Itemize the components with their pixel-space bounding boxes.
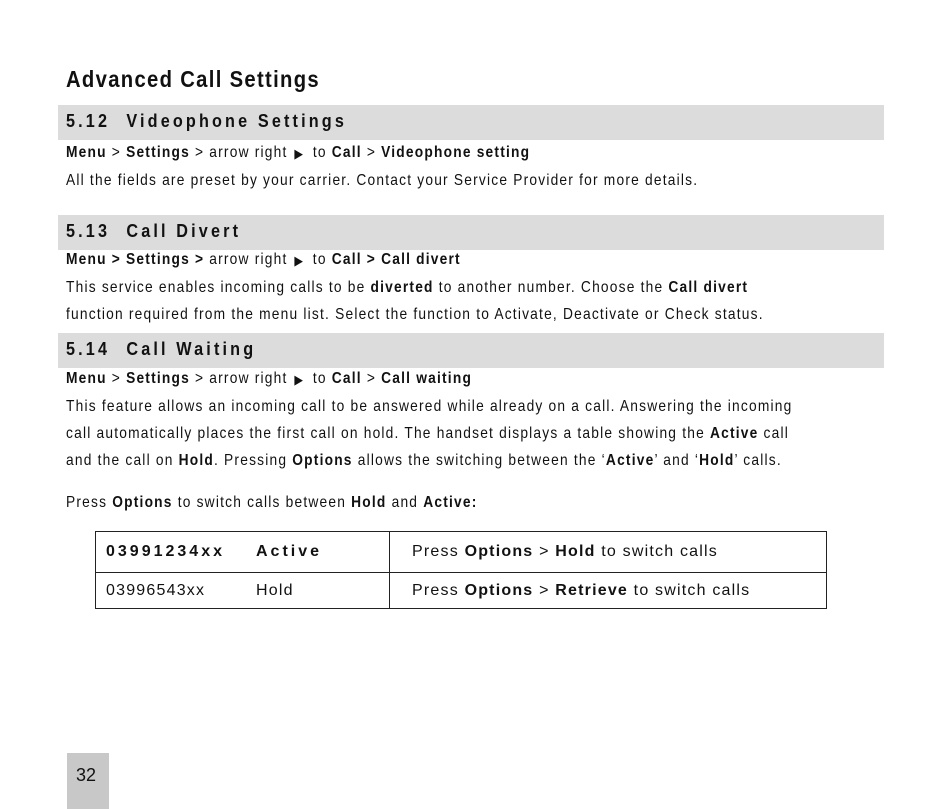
table-cell-number-status (96, 573, 390, 609)
body-text: and (391, 494, 419, 511)
section-number: 5.12 (66, 111, 111, 131)
arrow-right-icon: ▶ (294, 253, 305, 268)
body-text: This service enables incoming calls to be (66, 279, 366, 296)
path-call: Call (331, 144, 362, 161)
call-waiting-table (95, 531, 827, 609)
path-arrow-text: arrow right (209, 251, 288, 268)
menu-path-call-divert (66, 251, 461, 269)
menu-path-videophone (66, 144, 530, 162)
path-menu: Menu (66, 370, 107, 387)
body-text: Press (412, 543, 459, 560)
page-number: 32 (76, 765, 97, 785)
path-sep: > (111, 144, 122, 161)
path-settings: Settings (126, 144, 190, 161)
path-call: Call (331, 370, 362, 387)
path-sep: > (111, 370, 122, 387)
path-call-waiting: Call waiting (381, 370, 473, 387)
body-text: call automatically places the first call on hold. The handset displays a table showing the (66, 425, 705, 442)
table-cell-instruction (390, 532, 827, 573)
body-bold: Call divert (668, 279, 749, 296)
body-text: call (763, 425, 790, 442)
body-text: allows the switching between the ‘ (357, 452, 606, 469)
section-title: Call Divert (126, 221, 242, 241)
call-waiting-body-line2 (66, 425, 789, 443)
page-number-tab (67, 753, 109, 809)
section-header-5-12 (58, 105, 884, 140)
body-bold: Options (464, 543, 534, 560)
section-header-5-13 (58, 215, 884, 250)
path-settings: Settings (126, 370, 190, 387)
table-row (96, 573, 827, 609)
body-text: to switch calls between (177, 494, 347, 511)
path-to: to (312, 251, 327, 268)
body-bold: Active (709, 425, 759, 442)
path-arrow-text: > arrow right (195, 370, 288, 387)
call-divert-body-line1 (66, 279, 748, 297)
body-bold: Hold (555, 543, 596, 560)
path-sep: > (366, 370, 377, 387)
body-text: Press (412, 581, 459, 599)
call-number: 03991234xx (106, 543, 225, 560)
section-header-5-14 (58, 333, 884, 368)
call-number: 03996543xx (106, 581, 206, 599)
path-call-divert: Call > Call divert (331, 251, 461, 268)
page-title: Advanced Call Settings (66, 66, 320, 92)
table-cell-instruction (390, 573, 827, 609)
body-text: to switch calls (601, 543, 718, 560)
body-bold: Retrieve (555, 581, 629, 599)
body-text: ’ and ‘ (654, 452, 700, 469)
body-bold: Active: (423, 494, 478, 511)
call-status: Hold (256, 581, 294, 599)
call-status: Active (256, 543, 323, 560)
section-number: 5.14 (66, 339, 111, 359)
body-bold: Hold (178, 452, 215, 469)
press-options-line (66, 494, 478, 512)
section-title: Call Waiting (126, 339, 257, 359)
body-text: ’ calls. (734, 452, 782, 469)
arrow-right-icon: ▶ (294, 146, 305, 161)
videophone-body: All the fields are preset by your carrier. Contact your Service Provider for more details. (66, 172, 699, 189)
body-text: > (539, 581, 550, 599)
call-divert-body-line2: function required from the menu list. Select the function to Activate, Deactivate or Check status. (66, 306, 764, 323)
body-text: to another number. Choose the (438, 279, 664, 296)
path-to: to (312, 370, 327, 387)
body-bold: Hold (351, 494, 387, 511)
table-row (96, 532, 827, 573)
body-text: to switch calls (633, 581, 751, 599)
section-number: 5.13 (66, 221, 111, 241)
body-bold: Active (605, 452, 655, 469)
body-text: > (539, 543, 550, 560)
path-sep: > (366, 144, 377, 161)
path-menu-settings: Menu > Settings > (66, 251, 205, 268)
call-waiting-body-line3 (66, 452, 782, 470)
path-arrow-text: > arrow right (195, 144, 288, 161)
body-text: Press (66, 494, 108, 511)
path-videophone-setting: Videophone setting (381, 144, 531, 161)
body-bold: diverted (370, 279, 434, 296)
path-to: to (312, 144, 327, 161)
call-waiting-body-line1: This feature allows an incoming call to be answered while already on a call. Answering the incoming (66, 398, 793, 415)
arrow-right-icon: ▶ (294, 372, 305, 387)
table-cell-number-status (96, 532, 390, 573)
body-bold: Options (464, 581, 534, 599)
body-bold: Hold (699, 452, 735, 469)
section-title: Videophone Settings (126, 111, 348, 131)
path-menu: Menu (66, 144, 107, 161)
body-bold: Options (112, 494, 173, 511)
body-text: . Pressing (214, 452, 288, 469)
menu-path-call-waiting (66, 370, 472, 388)
body-bold: Options (292, 452, 353, 469)
body-text: and the call on (66, 452, 174, 469)
